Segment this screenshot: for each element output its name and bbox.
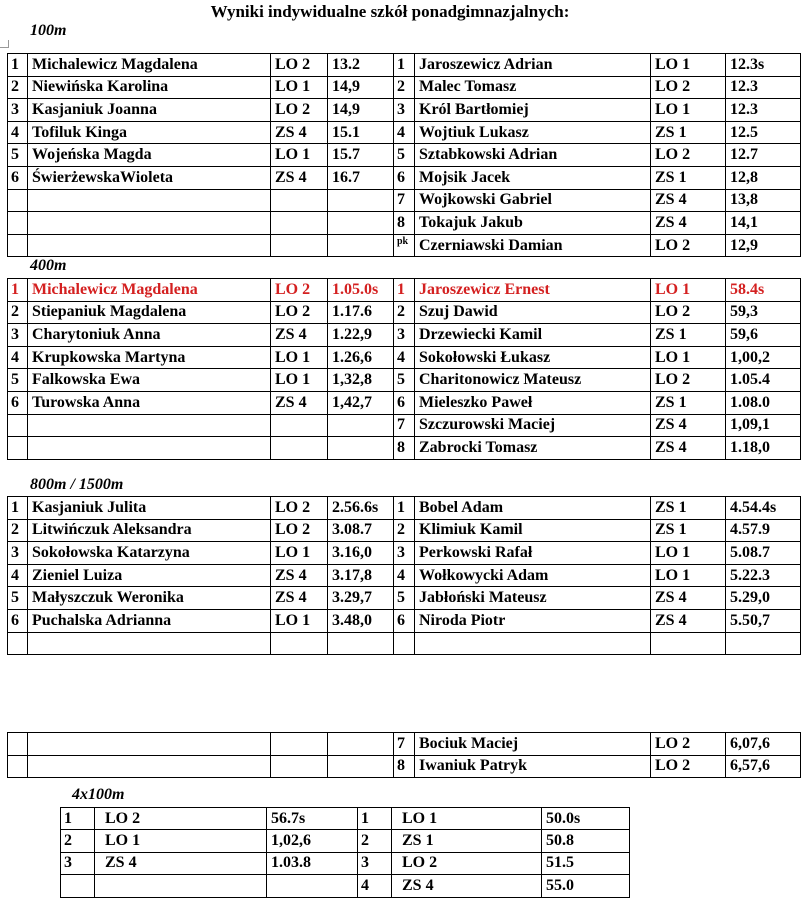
men-place-cell: 2 (394, 519, 415, 542)
table-row (61, 830, 630, 852)
men-school-cell: ZS 4 (651, 587, 726, 610)
women-place-cell: 6 (8, 609, 28, 632)
table-row (8, 587, 801, 610)
women-school-cell: ZS 4 (271, 324, 328, 347)
table-row (8, 279, 801, 302)
women-place-cell: 1 (8, 54, 28, 77)
women-place-cell: 2 (61, 830, 95, 852)
men-name-cell: Drzewiecki Kamil (415, 324, 651, 347)
women-name-cell: Michalewicz Magdalena (28, 279, 271, 302)
men-time-cell: 50.0s (542, 808, 630, 830)
men-time-cell: 12.3s (726, 54, 801, 77)
men-name-cell: Bociuk Maciej (415, 733, 651, 756)
women-name-cell: Zieniel Luiza (28, 564, 271, 587)
men-school-cell: LO 1 (651, 346, 726, 369)
women-place-cell: 1 (61, 808, 95, 830)
men-school-cell: ZS 1 (651, 497, 726, 520)
table-row (8, 497, 801, 520)
women-name-cell (28, 189, 271, 212)
women-place-cell: 3 (8, 542, 28, 565)
women-name-cell (28, 414, 271, 437)
women-time-cell: 1.03.8 (267, 852, 358, 874)
men-place-cell: 6 (394, 391, 415, 414)
women-team-cell: LO 1 (95, 830, 267, 852)
women-name-cell: Charytoniuk Anna (28, 324, 271, 347)
men-school-cell: ZS 4 (651, 437, 726, 460)
results-table-400m (7, 278, 801, 460)
women-time-cell (328, 189, 394, 212)
men-time-cell: 4.57.9 (726, 519, 801, 542)
women-time-cell: 3.08.7 (328, 519, 394, 542)
men-place-cell: 4 (358, 875, 392, 897)
women-school-cell: LO 1 (271, 144, 328, 167)
table-row (8, 54, 801, 77)
women-school-cell: LO 2 (271, 301, 328, 324)
men-place-cell: pk (394, 234, 415, 257)
women-time-cell: 3.16,0 (328, 542, 394, 565)
women-school-cell: ZS 4 (271, 564, 328, 587)
men-place-cell: 6 (394, 609, 415, 632)
women-school-cell: LO 1 (271, 76, 328, 99)
men-time-cell: 6,07,6 (726, 733, 801, 756)
women-time-cell: 15.7 (328, 144, 394, 167)
women-place-cell: 2 (8, 76, 28, 99)
section-label-400m: 400m (30, 257, 67, 274)
men-team-cell: LO 2 (392, 852, 542, 874)
men-time-cell: 5.50,7 (726, 609, 801, 632)
women-school-cell: LO 2 (271, 279, 328, 302)
women-time-cell: 14,9 (328, 76, 394, 99)
men-school-cell: LO 2 (651, 733, 726, 756)
women-school-cell (271, 632, 328, 655)
men-name-cell: Szuj Dawid (415, 301, 651, 324)
women-name-cell: Wojeńska Magda (28, 144, 271, 167)
table-row (8, 609, 801, 632)
men-place-cell (394, 632, 415, 655)
table-row (8, 733, 801, 756)
men-name-cell: Klimiuk Kamil (415, 519, 651, 542)
women-name-cell: Stiepaniuk Magdalena (28, 301, 271, 324)
men-place-cell: 1 (358, 808, 392, 830)
women-school-cell: ZS 4 (271, 391, 328, 414)
women-place-cell: 4 (8, 121, 28, 144)
men-time-cell: 1,09,1 (726, 414, 801, 437)
men-name-cell: Szczurowski Maciej (415, 414, 651, 437)
women-time-cell (328, 632, 394, 655)
table-row (8, 564, 801, 587)
table-row (8, 519, 801, 542)
table-row (8, 324, 801, 347)
women-name-cell: Kasjaniuk Julita (28, 497, 271, 520)
men-school-cell: ZS 4 (651, 609, 726, 632)
section-label-100m: 100m (30, 22, 67, 39)
women-place-cell: 1 (8, 279, 28, 302)
results-table-800m-1500m (7, 496, 801, 655)
men-time-cell: 12.7 (726, 144, 801, 167)
men-place-cell: 2 (394, 301, 415, 324)
table-row (8, 414, 801, 437)
men-time-cell: 4.54.4s (726, 497, 801, 520)
women-name-cell: Turowska Anna (28, 391, 271, 414)
table-corner-mark (8, 40, 9, 48)
men-place-cell: 7 (394, 189, 415, 212)
men-name-cell: Czerniawski Damian (415, 234, 651, 257)
women-school-cell: ZS 4 (271, 121, 328, 144)
men-place-cell: 8 (394, 437, 415, 460)
women-time-cell (328, 733, 394, 756)
men-school-cell: LO 1 (651, 542, 726, 565)
women-school-cell: LO 2 (271, 519, 328, 542)
women-time-cell: 3.17,8 (328, 564, 394, 587)
women-time-cell: 1,42,7 (328, 391, 394, 414)
men-school-cell: LO 2 (651, 76, 726, 99)
men-name-cell: Charitonowicz Mateusz (415, 369, 651, 392)
men-name-cell: Iwaniuk Patryk (415, 755, 651, 778)
women-place-cell (8, 632, 28, 655)
women-place-cell (61, 875, 95, 897)
women-name-cell: Sokołowska Katarzyna (28, 542, 271, 565)
women-place-cell: 5 (8, 587, 28, 610)
women-time-cell: 56.7s (267, 808, 358, 830)
men-name-cell: Wojkowski Gabriel (415, 189, 651, 212)
men-school-cell: LO 2 (651, 144, 726, 167)
men-name-cell: Król Bartłomiej (415, 99, 651, 122)
women-school-cell (271, 414, 328, 437)
men-name-cell: Perkowski Rafał (415, 542, 651, 565)
women-time-cell (267, 875, 358, 897)
women-place-cell: 3 (8, 324, 28, 347)
women-name-cell (28, 437, 271, 460)
men-time-cell: 59,6 (726, 324, 801, 347)
men-time-cell: 5.08.7 (726, 542, 801, 565)
women-time-cell: 3.29,7 (328, 587, 394, 610)
table-row (8, 144, 801, 167)
men-time-cell: 13,8 (726, 189, 801, 212)
women-place-cell (8, 212, 28, 235)
women-place-cell: 1 (8, 497, 28, 520)
men-place-cell: 5 (394, 587, 415, 610)
section-label-4x100m: 4x100m (72, 786, 125, 803)
men-school-cell: LO 1 (651, 564, 726, 587)
men-place-cell: 3 (394, 542, 415, 565)
women-time-cell: 1.05.0s (328, 279, 394, 302)
men-school-cell: LO 2 (651, 234, 726, 257)
men-time-cell: 51.5 (542, 852, 630, 874)
men-name-cell: Wołkowycki Adam (415, 564, 651, 587)
table-row (8, 234, 801, 257)
women-name-cell (28, 234, 271, 257)
men-name-cell: Mieleszko Paweł (415, 391, 651, 414)
women-time-cell: 3.48,0 (328, 609, 394, 632)
table-row (8, 301, 801, 324)
women-time-cell (328, 414, 394, 437)
women-time-cell (328, 212, 394, 235)
women-time-cell: 1,02,6 (267, 830, 358, 852)
men-school-cell: ZS 4 (651, 414, 726, 437)
men-school-cell: ZS 4 (651, 189, 726, 212)
men-place-cell: 2 (394, 76, 415, 99)
men-time-cell: 6,57,6 (726, 755, 801, 778)
women-place-cell (8, 437, 28, 460)
women-place-cell: 5 (8, 144, 28, 167)
women-name-cell: Niewińska Karolina (28, 76, 271, 99)
women-name-cell: Krupkowska Martyna (28, 346, 271, 369)
men-school-cell: LO 1 (651, 54, 726, 77)
men-place-cell: 4 (394, 346, 415, 369)
men-school-cell: ZS 1 (651, 391, 726, 414)
men-name-cell: Zabrocki Tomasz (415, 437, 651, 460)
table-row (8, 391, 801, 414)
men-time-cell: 1,00,2 (726, 346, 801, 369)
women-time-cell: 2.56.6s (328, 497, 394, 520)
women-name-cell: Litwińczuk Aleksandra (28, 519, 271, 542)
men-team-cell: ZS 1 (392, 830, 542, 852)
women-school-cell (271, 755, 328, 778)
men-place-cell: 1 (394, 279, 415, 302)
men-time-cell: 1.08.0 (726, 391, 801, 414)
women-time-cell: 1.26,6 (328, 346, 394, 369)
women-place-cell: 2 (8, 301, 28, 324)
men-place-cell: 2 (358, 830, 392, 852)
men-place-cell: 1 (394, 54, 415, 77)
table-row (8, 542, 801, 565)
women-place-cell (8, 733, 28, 756)
men-time-cell: 12,8 (726, 166, 801, 189)
women-school-cell: ZS 4 (271, 166, 328, 189)
table-row (8, 755, 801, 778)
results-table-100m (7, 53, 801, 257)
women-name-cell: Puchalska Adrianna (28, 609, 271, 632)
women-school-cell: LO 2 (271, 497, 328, 520)
table-row (8, 346, 801, 369)
women-time-cell: 13.2 (328, 54, 394, 77)
women-time-cell: 15.1 (328, 121, 394, 144)
women-school-cell: LO 2 (271, 99, 328, 122)
women-place-cell: 6 (8, 166, 28, 189)
women-school-cell: LO 1 (271, 369, 328, 392)
women-place-cell: 2 (8, 519, 28, 542)
women-name-cell: Kasjaniuk Joanna (28, 99, 271, 122)
men-school-cell: ZS 1 (651, 519, 726, 542)
men-time-cell: 50.8 (542, 830, 630, 852)
women-name-cell (28, 632, 271, 655)
women-place-cell: 3 (8, 99, 28, 122)
men-school-cell: LO 2 (651, 301, 726, 324)
men-school-cell: LO 2 (651, 755, 726, 778)
men-place-cell: 4 (394, 121, 415, 144)
men-time-cell: 58.4s (726, 279, 801, 302)
men-time-cell: 5.22.3 (726, 564, 801, 587)
women-school-cell (271, 212, 328, 235)
men-time-cell: 12.3 (726, 99, 801, 122)
table-row (61, 875, 630, 897)
women-place-cell: 4 (8, 564, 28, 587)
women-time-cell: 1.17.6 (328, 301, 394, 324)
women-school-cell (271, 189, 328, 212)
men-name-cell: Jaroszewicz Adrian (415, 54, 651, 77)
men-time-cell: 1.05.4 (726, 369, 801, 392)
men-name-cell: Bobel Adam (415, 497, 651, 520)
women-name-cell: Michalewicz Magdalena (28, 54, 271, 77)
table-row (8, 632, 801, 655)
men-school-cell: ZS 1 (651, 166, 726, 189)
women-place-cell (8, 755, 28, 778)
men-school-cell: ZS 1 (651, 121, 726, 144)
table-row (61, 808, 630, 830)
table-row (8, 121, 801, 144)
men-school-cell: LO 1 (651, 279, 726, 302)
men-place-cell: 3 (358, 852, 392, 874)
section-label-800m-1500m: 800m / 1500m (30, 476, 124, 493)
table-row (8, 212, 801, 235)
women-place-cell (8, 234, 28, 257)
men-place-cell: 8 (394, 755, 415, 778)
men-time-cell: 12.5 (726, 121, 801, 144)
women-school-cell: LO 1 (271, 346, 328, 369)
women-place-cell (8, 189, 28, 212)
men-time-cell: 12.3 (726, 76, 801, 99)
table-row (8, 369, 801, 392)
men-time-cell: 14,1 (726, 212, 801, 235)
women-name-cell: Małyszczuk Weronika (28, 587, 271, 610)
men-time-cell: 59,3 (726, 301, 801, 324)
men-place-cell: 3 (394, 99, 415, 122)
women-school-cell (271, 437, 328, 460)
women-time-cell (328, 755, 394, 778)
women-school-cell: LO 1 (271, 609, 328, 632)
results-table-800m-1500m-continued (7, 732, 801, 778)
women-place-cell (8, 414, 28, 437)
men-place-cell: 7 (394, 414, 415, 437)
men-time-cell: 12,9 (726, 234, 801, 257)
men-place-cell: 1 (394, 497, 415, 520)
table-row (8, 99, 801, 122)
men-name-cell: Niroda Piotr (415, 609, 651, 632)
men-name-cell: Malec Tomasz (415, 76, 651, 99)
women-name-cell (28, 212, 271, 235)
men-name-cell: Mojsik Jacek (415, 166, 651, 189)
men-name-cell: Sztabkowski Adrian (415, 144, 651, 167)
men-place-cell: 5 (394, 144, 415, 167)
women-name-cell: Falkowska Ewa (28, 369, 271, 392)
men-name-cell: Tokajuk Jakub (415, 212, 651, 235)
women-school-cell (271, 733, 328, 756)
men-school-cell: LO 1 (651, 99, 726, 122)
results-table-4x100m (60, 807, 630, 898)
men-time-cell (726, 632, 801, 655)
men-place-cell: 6 (394, 166, 415, 189)
women-time-cell: 14,9 (328, 99, 394, 122)
women-team-cell: LO 2 (95, 808, 267, 830)
women-time-cell: 16.7 (328, 166, 394, 189)
table-corner-mark (0, 47, 8, 48)
men-school-cell: ZS 1 (651, 324, 726, 347)
men-name-cell: Jabłoński Mateusz (415, 587, 651, 610)
women-place-cell: 6 (8, 391, 28, 414)
men-time-cell: 5.29,0 (726, 587, 801, 610)
men-school-cell: LO 2 (651, 369, 726, 392)
table-row (8, 189, 801, 212)
table-row (8, 437, 801, 460)
women-place-cell: 4 (8, 346, 28, 369)
men-team-cell: LO 1 (392, 808, 542, 830)
men-name-cell (415, 632, 651, 655)
table-row (61, 852, 630, 874)
men-name-cell: Wojtiuk Lukasz (415, 121, 651, 144)
men-name-cell: Jaroszewicz Ernest (415, 279, 651, 302)
women-school-cell: LO 1 (271, 542, 328, 565)
women-time-cell (328, 437, 394, 460)
women-time-cell: 1.22,9 (328, 324, 394, 347)
men-place-cell: 4 (394, 564, 415, 587)
women-team-cell (95, 875, 267, 897)
men-place-cell: 5 (394, 369, 415, 392)
women-place-cell: 5 (8, 369, 28, 392)
men-place-cell: 7 (394, 733, 415, 756)
men-school-cell (651, 632, 726, 655)
women-name-cell (28, 733, 271, 756)
table-row (8, 76, 801, 99)
men-team-cell: ZS 4 (392, 875, 542, 897)
men-place-cell: 3 (394, 324, 415, 347)
women-name-cell: ŚwierżewskaWioleta (28, 166, 271, 189)
women-time-cell (328, 234, 394, 257)
women-time-cell: 1,32,8 (328, 369, 394, 392)
women-school-cell (271, 234, 328, 257)
men-time-cell: 55.0 (542, 875, 630, 897)
table-row (8, 166, 801, 189)
women-team-cell: ZS 4 (95, 852, 267, 874)
women-school-cell: ZS 4 (271, 587, 328, 610)
women-name-cell: Tofiluk Kinga (28, 121, 271, 144)
women-name-cell (28, 755, 271, 778)
men-place-cell: 8 (394, 212, 415, 235)
men-time-cell: 1.18,0 (726, 437, 801, 460)
women-place-cell: 3 (61, 852, 95, 874)
men-school-cell: ZS 4 (651, 212, 726, 235)
document-title: Wyniki indywidualne szkół ponadgimnazjalnych: (210, 2, 570, 21)
men-name-cell: Sokołowski Łukasz (415, 346, 651, 369)
women-school-cell: LO 2 (271, 54, 328, 77)
